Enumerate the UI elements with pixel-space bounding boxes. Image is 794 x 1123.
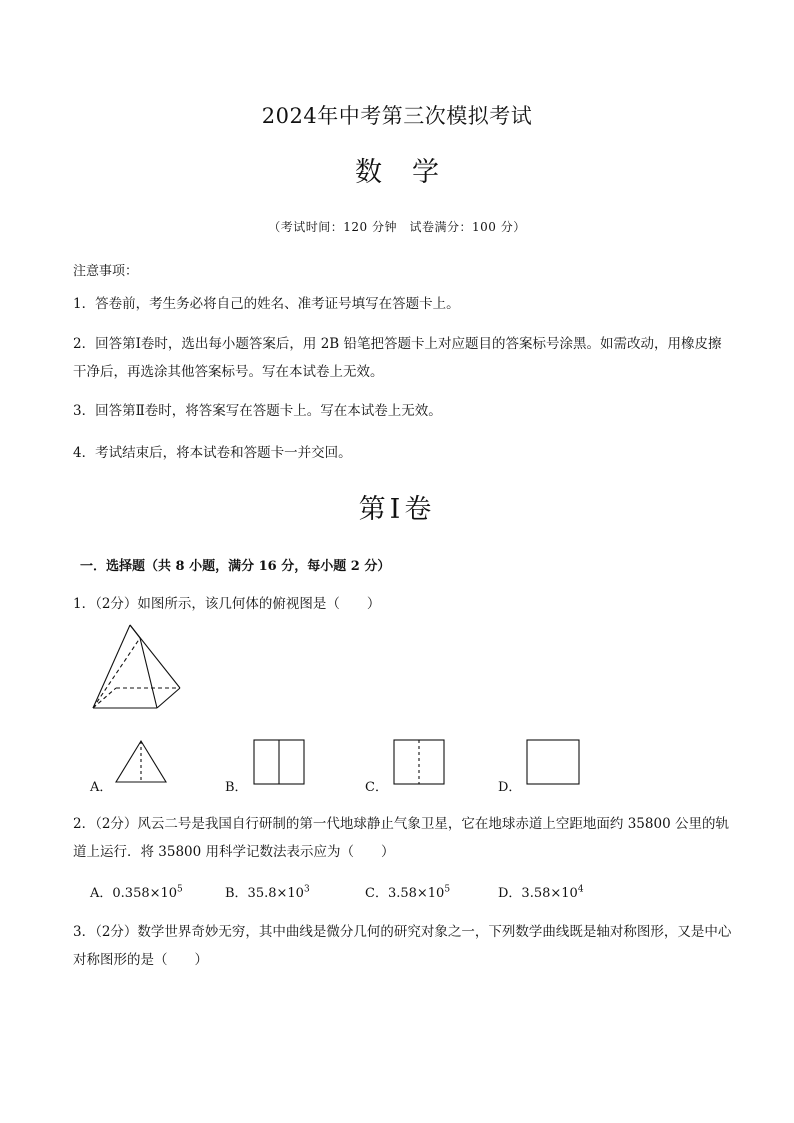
notice-item-2: 2．回答第Ⅰ卷时，选出每小题答案后，用 2B 铅笔把答题卡上对应题目的答案标号涂黑。如需改动，用橡皮擦干净后，再选涂其他答案标号。写在本试卷上无效。 [73, 336, 722, 380]
q2-option-c-text: C．3.58×10 [365, 886, 445, 901]
notice-item-4: 4．考试结束后，将本试卷和答题卡一并交回。 [73, 445, 352, 461]
q1-option-c-figure [393, 739, 445, 785]
question-2-text: 2．（2分）风云二号是我国自行研制的第一代地球静止气象卫星，它在地球赤道上空距地面约 35800 公里的轨道上运行．将 35800 用科学记数法表示应为（ ） [73, 816, 729, 860]
section-title: 一．选择题（共 8 小题，满分 16 分，每小题 2 分） [80, 559, 391, 574]
q2-option-c-exponent: 5 [444, 884, 451, 895]
q1-option-d-label: D． [498, 780, 522, 795]
q1-option-a-figure [115, 739, 167, 785]
q1-option-b-figure [253, 739, 305, 785]
q2-option-c [365, 882, 450, 901]
question-1-text: 1．（2分）如图所示，该几何体的俯视图是（ ） [73, 596, 381, 612]
q2-option-a-exponent: 5 [177, 884, 183, 895]
q1-option-a-label: A． [90, 780, 113, 795]
q2-option-b-text: B．35.8×10 [225, 886, 304, 901]
notice-title: 注意事项： [73, 264, 139, 279]
q2-option-d [498, 882, 584, 901]
question-3-text: 3．（2分）数学世界奇妙无穷，其中曲线是微分几何的研究对象之一，下列数学曲线既是轴对称图形，又是中心对称图形的是（ ） [73, 924, 732, 968]
exam-title: 2024年中考第三次模拟考试 [261, 104, 533, 128]
q2-option-b [225, 882, 310, 901]
q2-option-a [90, 882, 183, 901]
q2-option-a-text: A．0.358×10 [90, 886, 178, 901]
q1-option-b-label: B． [225, 780, 248, 795]
q2-option-d-text: D．3.58×10 [498, 886, 578, 901]
q1-option-c-label: C． [365, 780, 388, 795]
exam-info: （考试时间：120 分钟 试卷满分：100 分） [268, 220, 526, 234]
volume-title: 第Ⅰ卷 [358, 494, 436, 525]
q1-option-d-figure [526, 739, 580, 785]
q2-option-b-exponent: 3 [303, 884, 310, 895]
notice-item-1: 1．答卷前，考生务必将自己的姓名、准考证号填写在答题卡上。 [73, 296, 460, 312]
prism-figure [90, 620, 190, 715]
q2-option-d-exponent: 4 [577, 884, 584, 895]
notice-item-3: 3．回答第Ⅱ卷时，将答案写在答题卡上。写在本试卷上无效。 [73, 403, 442, 419]
subject-title: 数学 [355, 157, 469, 188]
